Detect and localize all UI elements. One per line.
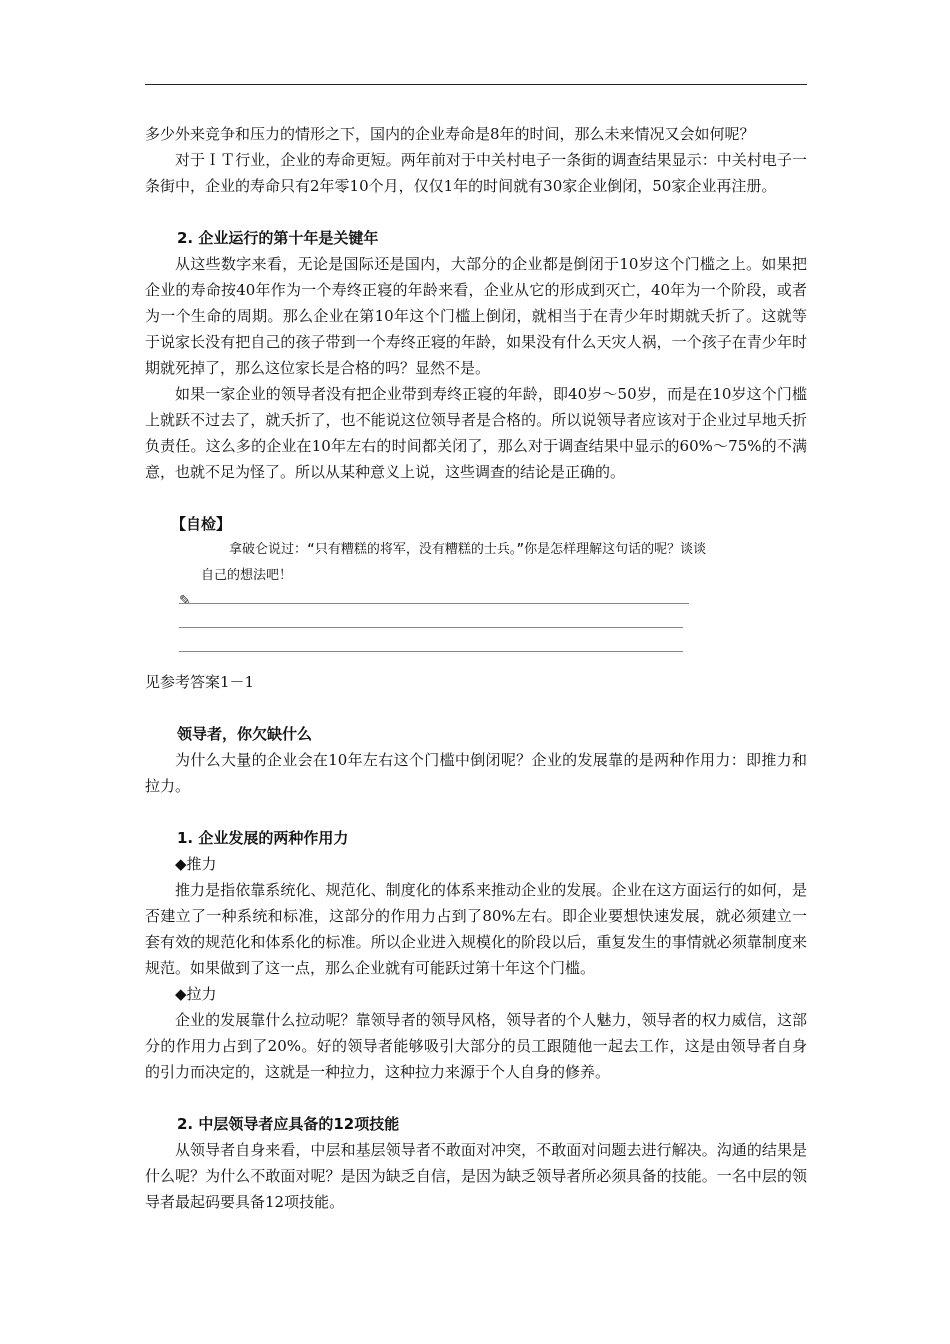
section-heading: 2. 企业运行的第十年是关键年 [177, 229, 379, 247]
push-label: ◆推力 [175, 855, 217, 873]
paragraph: 推力是指依靠系统化、规范化、制度化的体系来推动企业的发展。企业在这方面运行的如何，是否建立了一种系统和标准，这部分的作用力占到了80%左右。即企业要想快速发展，就必须建立一套有效的规范化和体系化的标准。所以企业进入规模化的阶段以后，重复发生的事情就必须靠制度来规范。如果做到了这一点，那么企业就有可能跃过第十年这个门槛。 [145, 881, 807, 977]
paragraph: 从领导者自身来看，中层和基层领导者不敢面对冲突，不敢面对问题去进行解决。沟通的结果是什么呢？为什么不敢面对呢？是因为缺乏自信，是因为缺乏领导者所必须具备的技能。一名中层的领导者最起码要具备12项技能。 [145, 1141, 807, 1211]
section-heading: 1. 企业发展的两种作用力 [177, 829, 349, 847]
section-heading: 2. 中层领导者应具备的12项技能 [177, 1115, 400, 1133]
answer-lines[interactable] [145, 591, 807, 669]
pull-label: ◆拉力 [175, 985, 217, 1003]
header-rule [145, 84, 807, 85]
answer-reference: 见参考答案1－1 [145, 673, 255, 691]
answer-line[interactable] [179, 651, 683, 652]
selfcheck-question-cont: 自己的想法吧！ [201, 568, 293, 583]
selfcheck-question: 拿破仑说过：“只有糟糕的将军，没有糟糕的士兵。”你是怎样理解这句话的呢？谈谈 [229, 542, 707, 557]
spacer [145, 199, 807, 225]
answer-line[interactable] [179, 603, 689, 604]
answer-line[interactable] [179, 627, 683, 628]
spacer [145, 695, 807, 721]
spacer [145, 799, 807, 825]
paragraph: 对于ＩＴ行业，企业的寿命更短。两年前对于中关村电子一条街的调查结果显示：中关村电子一条街中，企业的寿命只有2年零10个月，仅仅1年的时间就有30家企业倒闭，50家企业再注册。 [145, 151, 807, 195]
pen-icon: ✎ [179, 593, 191, 609]
spacer [145, 1085, 807, 1111]
selfcheck-title: 【自检】 [171, 515, 232, 533]
spacer [145, 485, 807, 511]
paragraph: 为什么大量的企业会在10年左右这个门槛中倒闭呢？企业的发展靠的是两种作用力：即推力和拉力。 [145, 751, 807, 795]
document-body [145, 121, 807, 1215]
paragraph: 企业的发展靠什么拉动呢？靠领导者的领导风格，领导者的个人魅力，领导者的权力威信，这部分的作用力占到了20%。好的领导者能够吸引大部分的员工跟随他一起去工作，这是由领导者自身的引力而决定的，这就是一种拉力，这种拉力来源于个人自身的修养。 [145, 1011, 807, 1081]
paragraph: 多少外来竞争和压力的情形之下，国内的企业寿命是8年的时间，那么未来情况又会如何呢？ [145, 125, 755, 143]
paragraph: 从这些数字来看，无论是国际还是国内，大部分的企业都是倒闭于10岁这个门槛之上。如果把企业的寿命按40年作为一个寿终正寝的年龄来看，企业从它的形成到灭亡，40年为一个阶段，或者为一个生命的周期。那么企业在第10年这个门槛上倒闭，就相当于在青少年时期就夭折了。这就等于说家长没有把自己的孩子带到一个寿终正寝的年龄，如果没有什么天灾人祸，一个孩子在青少年时期就死掉了，那么这位家长是合格的吗？显然不是。 [145, 255, 807, 377]
paragraph: 如果一家企业的领导者没有把企业带到寿终正寝的年龄，即40岁～50岁，而是在10岁这个门槛上就跃不过去了，就夭折了，也不能说这位领导者是合格的。所以说领导者应该对于企业过早地夭折负责任。这么多的企业在10年左右的时间都关闭了，那么对于调查结果中显示的60%～75%的不满意，也就不足为怪了。所以从某种意义上说，这些调查的结论是正确的。 [145, 385, 807, 481]
section-title: 领导者，你欠缺什么 [177, 725, 313, 743]
